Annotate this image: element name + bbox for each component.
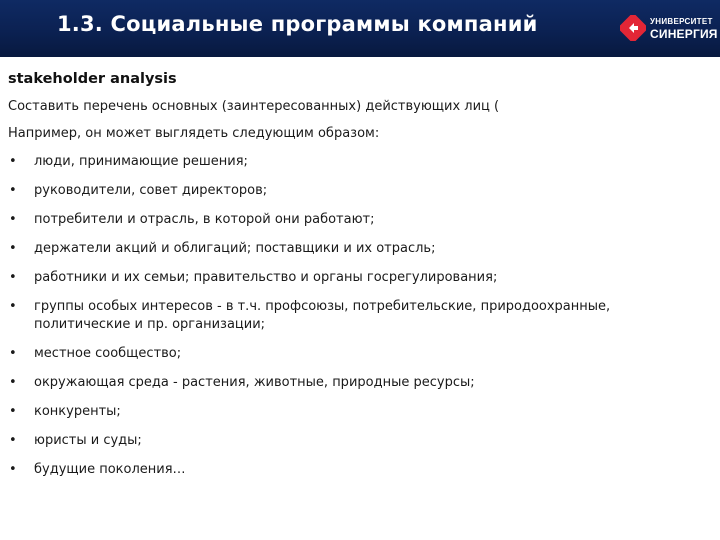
list-item [8, 240, 708, 258]
list-item [8, 153, 708, 171]
list-item-text: окружающая среда - растения, животные, природные ресурсы; [34, 375, 475, 390]
list-item-text: конкуренты; [34, 404, 121, 419]
slide-title: 1.3. Социальные программы компаний [57, 12, 538, 36]
list-item [8, 432, 708, 450]
list-item-text: группы особых интересов - в т.ч. профсоюзы, потребительские, природоохранные, политические и пр. организации; [34, 299, 611, 332]
bullet-icon: • [9, 241, 17, 256]
list-item-text: юристы и суды; [34, 433, 142, 448]
list-item-text: держатели акций и облигаций; поставщики и их отрасль; [34, 241, 436, 256]
list-item [8, 182, 708, 200]
bullet-icon: • [9, 462, 17, 477]
list-item [8, 461, 708, 479]
list-item-text: местное сообщество; [34, 346, 182, 361]
section-subtitle: stakeholder analysis [8, 71, 177, 87]
bullet-icon: • [9, 375, 17, 390]
slide-header [0, 0, 720, 57]
logo-text-synergy: СИНЕРГИЯ [650, 27, 718, 41]
list-item [8, 269, 708, 287]
bullet-icon: • [9, 270, 17, 285]
bullet-icon: • [9, 433, 17, 448]
list-item-text: потребители и отрасль, в которой они работают; [34, 212, 375, 227]
example-paragraph: Например, он может выглядеть следующим образом: [8, 126, 380, 141]
university-logo [620, 14, 716, 44]
logo-text-university: УНИВЕРСИТЕТ [650, 17, 713, 26]
list-item-text: работники и их семьи; правительство и органы госрегулирования; [34, 270, 498, 285]
list-item-text: люди, принимающие решения; [34, 154, 248, 169]
list-item-text: руководители, совет директоров; [34, 183, 268, 198]
list-item [8, 345, 708, 363]
slide-content [8, 66, 708, 479]
synergy-logo-icon [620, 15, 646, 41]
bullet-icon: • [9, 212, 17, 227]
stakeholder-list [8, 153, 708, 479]
bullet-icon: • [9, 154, 17, 169]
list-item [8, 374, 708, 392]
intro-paragraph: Составить перечень основных (заинтересованных) действующих лиц ( [8, 99, 500, 114]
list-item [8, 298, 708, 334]
list-item-text: будущие поколения… [34, 462, 186, 477]
bullet-icon: • [9, 346, 17, 361]
bullet-icon: • [9, 183, 17, 198]
list-item [8, 403, 708, 421]
list-item [8, 211, 708, 229]
bullet-icon: • [9, 299, 17, 314]
bullet-icon: • [9, 404, 17, 419]
